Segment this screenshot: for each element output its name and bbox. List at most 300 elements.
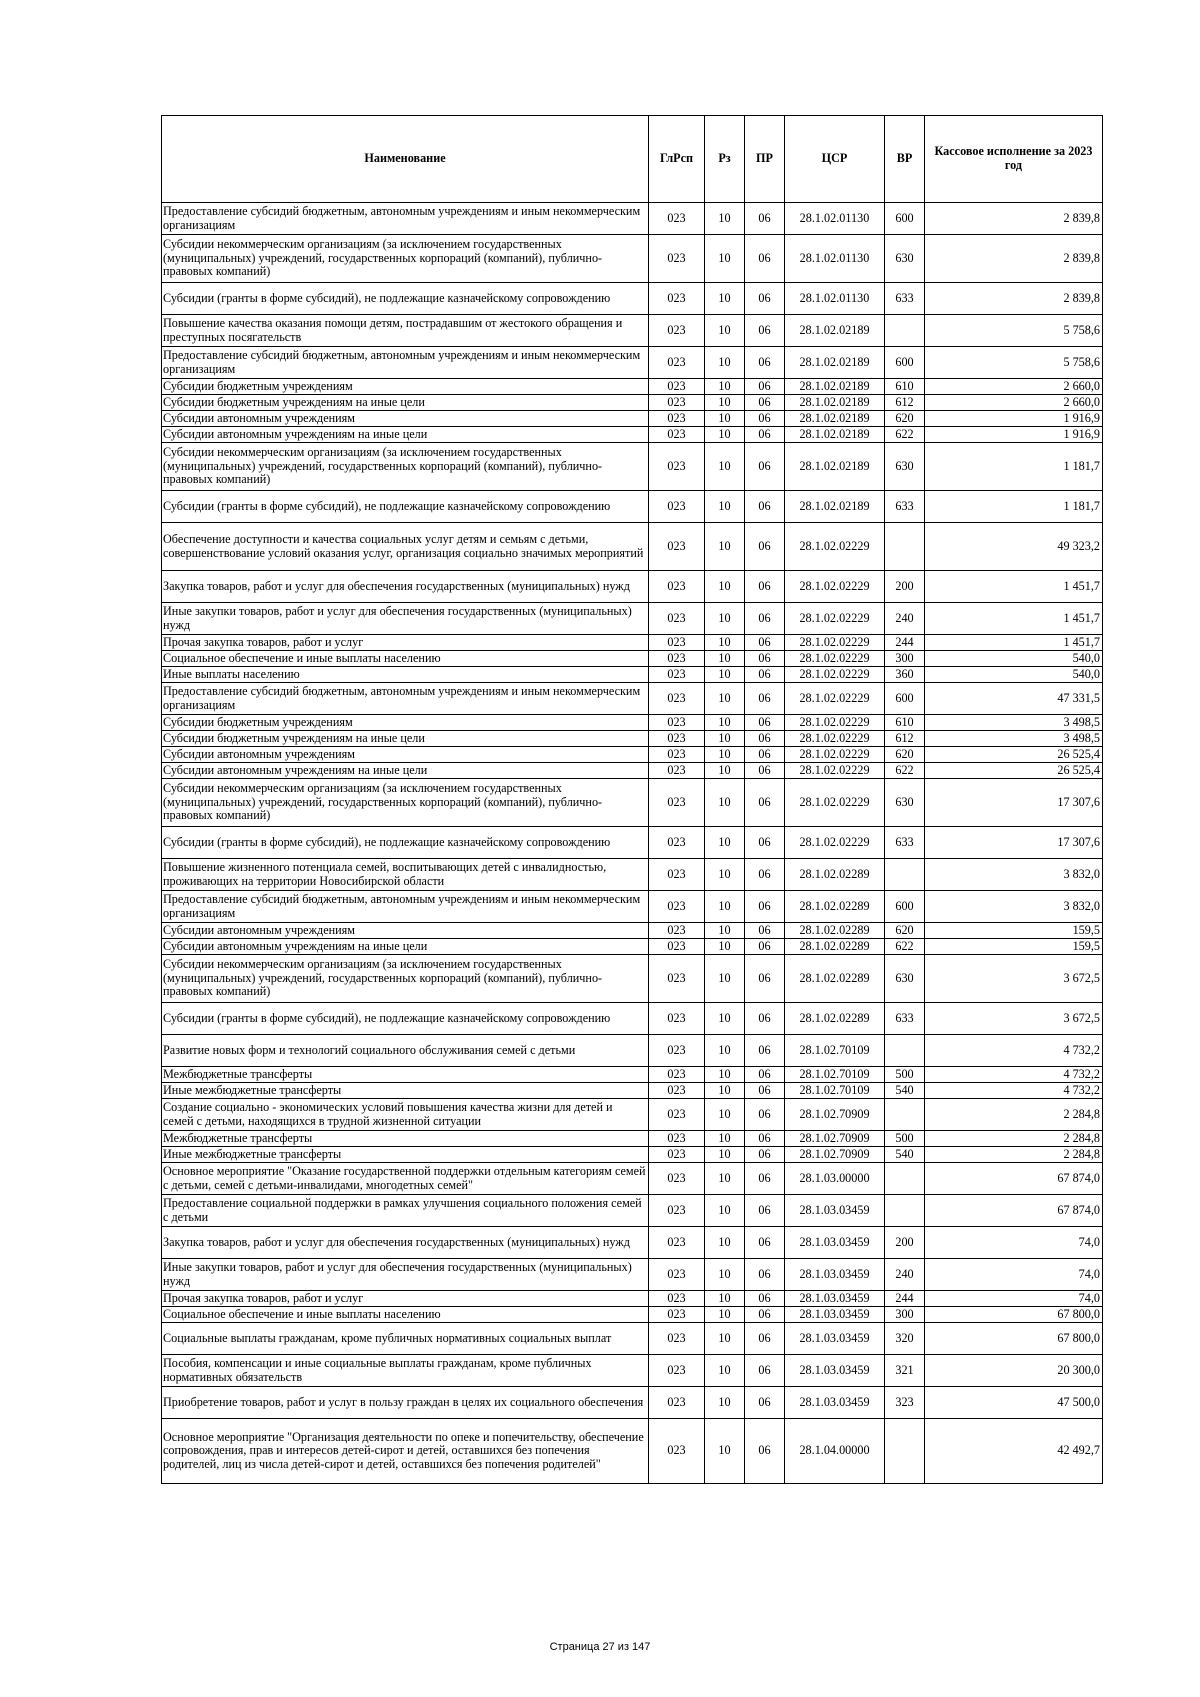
cell-amount: 3 498,5	[925, 715, 1103, 731]
cell-pr: 06	[745, 395, 785, 411]
cell-glrsp: 023	[649, 603, 705, 635]
cell-amount: 20 300,0	[925, 1355, 1103, 1387]
cell-pr: 06	[745, 523, 785, 571]
cell-name: Межбюджетные трансферты	[162, 1131, 649, 1147]
cell-csr: 28.1.02.01130	[785, 283, 885, 315]
cell-pr: 06	[745, 763, 785, 779]
cell-name: Межбюджетные трансферты	[162, 1067, 649, 1083]
cell-amount: 17 307,6	[925, 779, 1103, 827]
cell-name: Субсидии некоммерческим организациям (за исключением государственных (муниципальных) учреждений, государственных корпораций (компаний), публично-правовых компаний)	[162, 955, 649, 1003]
cell-vr	[885, 1195, 925, 1227]
cell-rz: 10	[705, 427, 745, 443]
cell-csr: 28.1.02.02229	[785, 731, 885, 747]
table-row	[162, 1323, 1103, 1355]
table-row	[162, 1035, 1103, 1067]
cell-rz: 10	[705, 779, 745, 827]
cell-csr: 28.1.02.01130	[785, 203, 885, 235]
cell-csr: 28.1.02.02229	[785, 827, 885, 859]
cell-pr: 06	[745, 1083, 785, 1099]
cell-glrsp: 023	[649, 1067, 705, 1083]
cell-glrsp: 023	[649, 827, 705, 859]
cell-pr: 06	[745, 571, 785, 603]
table-row	[162, 523, 1103, 571]
cell-rz: 10	[705, 763, 745, 779]
cell-rz: 10	[705, 635, 745, 651]
cell-glrsp: 023	[649, 731, 705, 747]
table-row	[162, 235, 1103, 283]
cell-amount: 4 732,2	[925, 1067, 1103, 1083]
cell-vr: 500	[885, 1131, 925, 1147]
cell-pr: 06	[745, 635, 785, 651]
cell-amount: 1 916,9	[925, 427, 1103, 443]
cell-pr: 06	[745, 1323, 785, 1355]
cell-rz: 10	[705, 651, 745, 667]
cell-name: Субсидии автономным учреждениям	[162, 923, 649, 939]
cell-csr: 28.1.02.02189	[785, 491, 885, 523]
table-row	[162, 779, 1103, 827]
table-row	[162, 891, 1103, 923]
table-row	[162, 283, 1103, 315]
cell-csr: 28.1.02.02289	[785, 1003, 885, 1035]
cell-amount: 2 839,8	[925, 235, 1103, 283]
cell-glrsp: 023	[649, 1131, 705, 1147]
table-row	[162, 1131, 1103, 1147]
table-row	[162, 731, 1103, 747]
table-row	[162, 395, 1103, 411]
cell-amount: 1 181,7	[925, 491, 1103, 523]
cell-pr: 06	[745, 747, 785, 763]
cell-pr: 06	[745, 715, 785, 731]
cell-pr: 06	[745, 731, 785, 747]
cell-vr: 622	[885, 427, 925, 443]
cell-csr: 28.1.03.00000	[785, 1163, 885, 1195]
cell-vr: 620	[885, 411, 925, 427]
cell-rz: 10	[705, 1419, 745, 1484]
cell-name: Иные межбюджетные трансферты	[162, 1083, 649, 1099]
cell-rz: 10	[705, 1259, 745, 1291]
cell-rz: 10	[705, 491, 745, 523]
cell-name: Предоставление социальной поддержки в рамках улучшения социального положения семей с детьми	[162, 1195, 649, 1227]
cell-amount: 17 307,6	[925, 827, 1103, 859]
cell-name: Развитие новых форм и технологий социального обслуживания семей с детьми	[162, 1035, 649, 1067]
header-rz: Рз	[705, 116, 745, 203]
cell-csr: 28.1.02.02229	[785, 715, 885, 731]
header-amount: Кассовое исполнение за 2023 год	[925, 116, 1103, 203]
cell-pr: 06	[745, 315, 785, 347]
cell-rz: 10	[705, 827, 745, 859]
cell-rz: 10	[705, 1355, 745, 1387]
cell-vr: 540	[885, 1147, 925, 1163]
table-row	[162, 1291, 1103, 1307]
cell-name: Пособия, компенсации и иные социальные выплаты гражданам, кроме публичных нормативных обязательств	[162, 1355, 649, 1387]
cell-csr: 28.1.02.02229	[785, 571, 885, 603]
cell-amount: 2 839,8	[925, 203, 1103, 235]
cell-vr: 622	[885, 939, 925, 955]
cell-rz: 10	[705, 731, 745, 747]
cell-pr: 06	[745, 683, 785, 715]
cell-csr: 28.1.02.02289	[785, 891, 885, 923]
cell-vr: 300	[885, 651, 925, 667]
cell-csr: 28.1.02.02229	[785, 747, 885, 763]
cell-csr: 28.1.02.01130	[785, 235, 885, 283]
cell-amount: 49 323,2	[925, 523, 1103, 571]
cell-name: Повышение жизненного потенциала семей, воспитывающих детей с инвалидностью, проживающих на территории Новосибирской области	[162, 859, 649, 891]
cell-rz: 10	[705, 443, 745, 491]
cell-pr: 06	[745, 427, 785, 443]
cell-vr: 323	[885, 1387, 925, 1419]
cell-name: Социальное обеспечение и иные выплаты населению	[162, 1307, 649, 1323]
header-csr: ЦСР	[785, 116, 885, 203]
cell-rz: 10	[705, 571, 745, 603]
cell-rz: 10	[705, 1291, 745, 1307]
cell-rz: 10	[705, 955, 745, 1003]
budget-table	[161, 115, 1103, 1484]
table-row	[162, 427, 1103, 443]
cell-glrsp: 023	[649, 635, 705, 651]
cell-vr: 244	[885, 1291, 925, 1307]
cell-glrsp: 023	[649, 651, 705, 667]
cell-name: Субсидии (гранты в форме субсидий), не подлежащие казначейскому сопровождению	[162, 827, 649, 859]
cell-rz: 10	[705, 1323, 745, 1355]
table-row	[162, 491, 1103, 523]
cell-vr: 620	[885, 923, 925, 939]
cell-name: Основное мероприятие "Организация деятельности по опеке и попечительству, обеспечение сопровождения, прав и интересов детей-сирот и детей, оставшихся без попечения родителей, лиц из числа детей-сирот и детей, оставшихся без попечения родителей"	[162, 1419, 649, 1484]
cell-csr: 28.1.02.02229	[785, 603, 885, 635]
header-vr: ВР	[885, 116, 925, 203]
cell-amount: 2 839,8	[925, 283, 1103, 315]
cell-rz: 10	[705, 283, 745, 315]
cell-pr: 06	[745, 1099, 785, 1131]
cell-rz: 10	[705, 683, 745, 715]
cell-rz: 10	[705, 1163, 745, 1195]
cell-csr: 28.1.02.70109	[785, 1067, 885, 1083]
cell-glrsp: 023	[649, 315, 705, 347]
cell-amount: 67 874,0	[925, 1163, 1103, 1195]
cell-pr: 06	[745, 203, 785, 235]
table-row	[162, 571, 1103, 603]
cell-name: Иные закупки товаров, работ и услуг для обеспечения государственных (муниципальных) нужд	[162, 1259, 649, 1291]
cell-name: Повышение качества оказания помощи детям, пострадавшим от жестокого обращения и преступных посягательств	[162, 315, 649, 347]
table-row	[162, 443, 1103, 491]
cell-pr: 06	[745, 1307, 785, 1323]
cell-vr: 633	[885, 1003, 925, 1035]
cell-vr: 612	[885, 395, 925, 411]
cell-pr: 06	[745, 1147, 785, 1163]
cell-glrsp: 023	[649, 1291, 705, 1307]
cell-glrsp: 023	[649, 203, 705, 235]
table-row	[162, 1387, 1103, 1419]
cell-glrsp: 023	[649, 779, 705, 827]
cell-name: Предоставление субсидий бюджетным, автономным учреждениям и иным некоммерческим организациям	[162, 347, 649, 379]
cell-amount: 3 498,5	[925, 731, 1103, 747]
cell-glrsp: 023	[649, 1163, 705, 1195]
cell-rz: 10	[705, 379, 745, 395]
cell-vr: 633	[885, 827, 925, 859]
cell-amount: 5 758,6	[925, 315, 1103, 347]
cell-glrsp: 023	[649, 1147, 705, 1163]
cell-glrsp: 023	[649, 443, 705, 491]
cell-vr	[885, 315, 925, 347]
cell-pr: 06	[745, 859, 785, 891]
cell-vr: 610	[885, 715, 925, 731]
cell-glrsp: 023	[649, 235, 705, 283]
cell-name: Субсидии автономным учреждениям	[162, 411, 649, 427]
cell-csr: 28.1.02.02189	[785, 379, 885, 395]
cell-vr: 622	[885, 763, 925, 779]
cell-glrsp: 023	[649, 395, 705, 411]
table-row	[162, 379, 1103, 395]
cell-amount: 3 672,5	[925, 1003, 1103, 1035]
cell-vr: 630	[885, 235, 925, 283]
cell-glrsp: 023	[649, 763, 705, 779]
cell-name: Предоставление субсидий бюджетным, автономным учреждениям и иным некоммерческим организациям	[162, 891, 649, 923]
cell-pr: 06	[745, 603, 785, 635]
table-row	[162, 203, 1103, 235]
cell-csr: 28.1.02.70909	[785, 1147, 885, 1163]
cell-pr: 06	[745, 827, 785, 859]
cell-rz: 10	[705, 203, 745, 235]
cell-vr: 630	[885, 443, 925, 491]
cell-pr: 06	[745, 411, 785, 427]
cell-vr	[885, 1035, 925, 1067]
cell-rz: 10	[705, 523, 745, 571]
cell-amount: 2 284,8	[925, 1147, 1103, 1163]
cell-rz: 10	[705, 347, 745, 379]
cell-rz: 10	[705, 859, 745, 891]
cell-vr: 300	[885, 1307, 925, 1323]
cell-amount: 3 832,0	[925, 859, 1103, 891]
table-row	[162, 715, 1103, 731]
cell-name: Субсидии автономным учреждениям	[162, 747, 649, 763]
cell-csr: 28.1.02.02189	[785, 315, 885, 347]
cell-pr: 06	[745, 1291, 785, 1307]
page-number: Страница 27 из 147	[549, 1641, 651, 1653]
cell-glrsp: 023	[649, 715, 705, 731]
cell-name: Субсидии автономным учреждениям на иные цели	[162, 427, 649, 443]
cell-amount: 74,0	[925, 1291, 1103, 1307]
cell-name: Субсидии некоммерческим организациям (за исключением государственных (муниципальных) учреждений, государственных корпораций (компаний), публично-правовых компаний)	[162, 779, 649, 827]
cell-csr: 28.1.03.03459	[785, 1323, 885, 1355]
table-row	[162, 683, 1103, 715]
cell-glrsp: 023	[649, 683, 705, 715]
cell-name: Приобретение товаров, работ и услуг в пользу граждан в целях их социального обеспечения	[162, 1387, 649, 1419]
cell-rz: 10	[705, 939, 745, 955]
cell-amount: 159,5	[925, 939, 1103, 955]
cell-amount: 1 916,9	[925, 411, 1103, 427]
table-row	[162, 651, 1103, 667]
cell-rz: 10	[705, 1035, 745, 1067]
cell-csr: 28.1.03.03459	[785, 1307, 885, 1323]
cell-pr: 06	[745, 955, 785, 1003]
cell-csr: 28.1.02.02229	[785, 635, 885, 651]
cell-rz: 10	[705, 1227, 745, 1259]
cell-amount: 2 284,8	[925, 1099, 1103, 1131]
table-row	[162, 1419, 1103, 1484]
cell-glrsp: 023	[649, 379, 705, 395]
cell-csr: 28.1.02.02229	[785, 523, 885, 571]
cell-glrsp: 023	[649, 1355, 705, 1387]
cell-amount: 26 525,4	[925, 747, 1103, 763]
cell-amount: 2 284,8	[925, 1131, 1103, 1147]
cell-rz: 10	[705, 603, 745, 635]
cell-glrsp: 023	[649, 571, 705, 603]
cell-glrsp: 023	[649, 1259, 705, 1291]
table-row	[162, 859, 1103, 891]
cell-csr: 28.1.02.02189	[785, 427, 885, 443]
cell-vr	[885, 859, 925, 891]
cell-csr: 28.1.02.02289	[785, 859, 885, 891]
cell-amount: 67 800,0	[925, 1307, 1103, 1323]
table-row	[162, 1083, 1103, 1099]
cell-amount: 47 500,0	[925, 1387, 1103, 1419]
cell-glrsp: 023	[649, 1307, 705, 1323]
table-row	[162, 635, 1103, 651]
table-row	[162, 1195, 1103, 1227]
table-row	[162, 1099, 1103, 1131]
cell-pr: 06	[745, 1067, 785, 1083]
cell-glrsp: 023	[649, 1387, 705, 1419]
cell-pr: 06	[745, 235, 785, 283]
cell-glrsp: 023	[649, 1323, 705, 1355]
cell-vr: 600	[885, 203, 925, 235]
cell-pr: 06	[745, 667, 785, 683]
cell-name: Закупка товаров, работ и услуг для обеспечения государственных (муниципальных) нужд	[162, 1227, 649, 1259]
cell-glrsp: 023	[649, 1035, 705, 1067]
cell-name: Субсидии некоммерческим организациям (за исключением государственных (муниципальных) учреждений, государственных корпораций (компаний), публично-правовых компаний)	[162, 443, 649, 491]
table-row	[162, 411, 1103, 427]
table-row	[162, 1163, 1103, 1195]
cell-vr: 600	[885, 347, 925, 379]
cell-amount: 74,0	[925, 1259, 1103, 1291]
cell-name: Субсидии некоммерческим организациям (за исключением государственных (муниципальных) учреждений, государственных корпораций (компаний), публично-правовых компаний)	[162, 235, 649, 283]
cell-glrsp: 023	[649, 891, 705, 923]
cell-amount: 67 874,0	[925, 1195, 1103, 1227]
cell-vr: 360	[885, 667, 925, 683]
cell-csr: 28.1.02.70909	[785, 1131, 885, 1147]
cell-pr: 06	[745, 1259, 785, 1291]
cell-glrsp: 023	[649, 1099, 705, 1131]
cell-vr	[885, 1099, 925, 1131]
cell-amount: 26 525,4	[925, 763, 1103, 779]
cell-csr: 28.1.02.70109	[785, 1083, 885, 1099]
cell-rz: 10	[705, 923, 745, 939]
cell-csr: 28.1.02.02189	[785, 395, 885, 411]
cell-name: Субсидии (гранты в форме субсидий), не подлежащие казначейскому сопровождению	[162, 491, 649, 523]
cell-rz: 10	[705, 235, 745, 283]
table-row	[162, 923, 1103, 939]
cell-glrsp: 023	[649, 1003, 705, 1035]
cell-amount: 159,5	[925, 923, 1103, 939]
cell-pr: 06	[745, 1131, 785, 1147]
cell-vr: 540	[885, 1083, 925, 1099]
cell-csr: 28.1.02.02229	[785, 763, 885, 779]
cell-glrsp: 023	[649, 859, 705, 891]
cell-vr	[885, 523, 925, 571]
table-row	[162, 1067, 1103, 1083]
cell-amount: 1 451,7	[925, 603, 1103, 635]
cell-glrsp: 023	[649, 411, 705, 427]
table-row	[162, 1003, 1103, 1035]
cell-glrsp: 023	[649, 667, 705, 683]
cell-csr: 28.1.02.02189	[785, 443, 885, 491]
cell-pr: 06	[745, 651, 785, 667]
cell-glrsp: 023	[649, 1419, 705, 1484]
cell-name: Иные закупки товаров, работ и услуг для обеспечения государственных (муниципальных) нужд	[162, 603, 649, 635]
cell-rz: 10	[705, 667, 745, 683]
cell-pr: 06	[745, 1227, 785, 1259]
table-row	[162, 827, 1103, 859]
cell-csr: 28.1.03.03459	[785, 1291, 885, 1307]
cell-rz: 10	[705, 1099, 745, 1131]
table-row	[162, 1259, 1103, 1291]
cell-pr: 06	[745, 491, 785, 523]
cell-csr: 28.1.02.70909	[785, 1099, 885, 1131]
cell-amount: 3 832,0	[925, 891, 1103, 923]
cell-amount: 3 672,5	[925, 955, 1103, 1003]
cell-name: Субсидии бюджетным учреждениям на иные цели	[162, 395, 649, 411]
table-body	[162, 203, 1103, 1484]
cell-glrsp: 023	[649, 427, 705, 443]
cell-csr: 28.1.02.02289	[785, 955, 885, 1003]
cell-vr: 200	[885, 1227, 925, 1259]
cell-csr: 28.1.02.02189	[785, 347, 885, 379]
cell-csr: 28.1.02.02229	[785, 667, 885, 683]
table-row	[162, 747, 1103, 763]
cell-csr: 28.1.02.70109	[785, 1035, 885, 1067]
cell-vr	[885, 1163, 925, 1195]
cell-name: Прочая закупка товаров, работ и услуг	[162, 1291, 649, 1307]
table-row	[162, 315, 1103, 347]
cell-name: Иные межбюджетные трансферты	[162, 1147, 649, 1163]
cell-csr: 28.1.03.03459	[785, 1355, 885, 1387]
cell-amount: 1 451,7	[925, 635, 1103, 651]
cell-rz: 10	[705, 747, 745, 763]
cell-pr: 06	[745, 923, 785, 939]
cell-vr: 200	[885, 571, 925, 603]
cell-rz: 10	[705, 1131, 745, 1147]
table-row	[162, 955, 1103, 1003]
cell-amount: 74,0	[925, 1227, 1103, 1259]
header-glrsp: ГлРсп	[649, 116, 705, 203]
cell-vr: 633	[885, 491, 925, 523]
cell-vr: 244	[885, 635, 925, 651]
cell-rz: 10	[705, 1083, 745, 1099]
cell-glrsp: 023	[649, 1227, 705, 1259]
cell-csr: 28.1.02.02289	[785, 939, 885, 955]
cell-name: Субсидии бюджетным учреждениям	[162, 379, 649, 395]
cell-csr: 28.1.02.02289	[785, 923, 885, 939]
cell-csr: 28.1.03.03459	[785, 1259, 885, 1291]
cell-vr: 600	[885, 891, 925, 923]
cell-rz: 10	[705, 1147, 745, 1163]
cell-glrsp: 023	[649, 523, 705, 571]
cell-name: Иные выплаты населению	[162, 667, 649, 683]
cell-name: Закупка товаров, работ и услуг для обеспечения государственных (муниципальных) нужд	[162, 571, 649, 603]
cell-pr: 06	[745, 379, 785, 395]
cell-rz: 10	[705, 1195, 745, 1227]
cell-rz: 10	[705, 891, 745, 923]
table-row	[162, 1227, 1103, 1259]
cell-glrsp: 023	[649, 939, 705, 955]
cell-pr: 06	[745, 939, 785, 955]
cell-pr: 06	[745, 779, 785, 827]
cell-name: Социальные выплаты гражданам, кроме публичных нормативных социальных выплат	[162, 1323, 649, 1355]
cell-vr: 321	[885, 1355, 925, 1387]
cell-name: Обеспечение доступности и качества социальных услуг детям и семьям с детьми, совершенствование условий оказания услуг, организация социально значимых мероприятий	[162, 523, 649, 571]
cell-csr: 28.1.03.03459	[785, 1227, 885, 1259]
cell-vr: 610	[885, 379, 925, 395]
cell-name: Социальное обеспечение и иные выплаты населению	[162, 651, 649, 667]
